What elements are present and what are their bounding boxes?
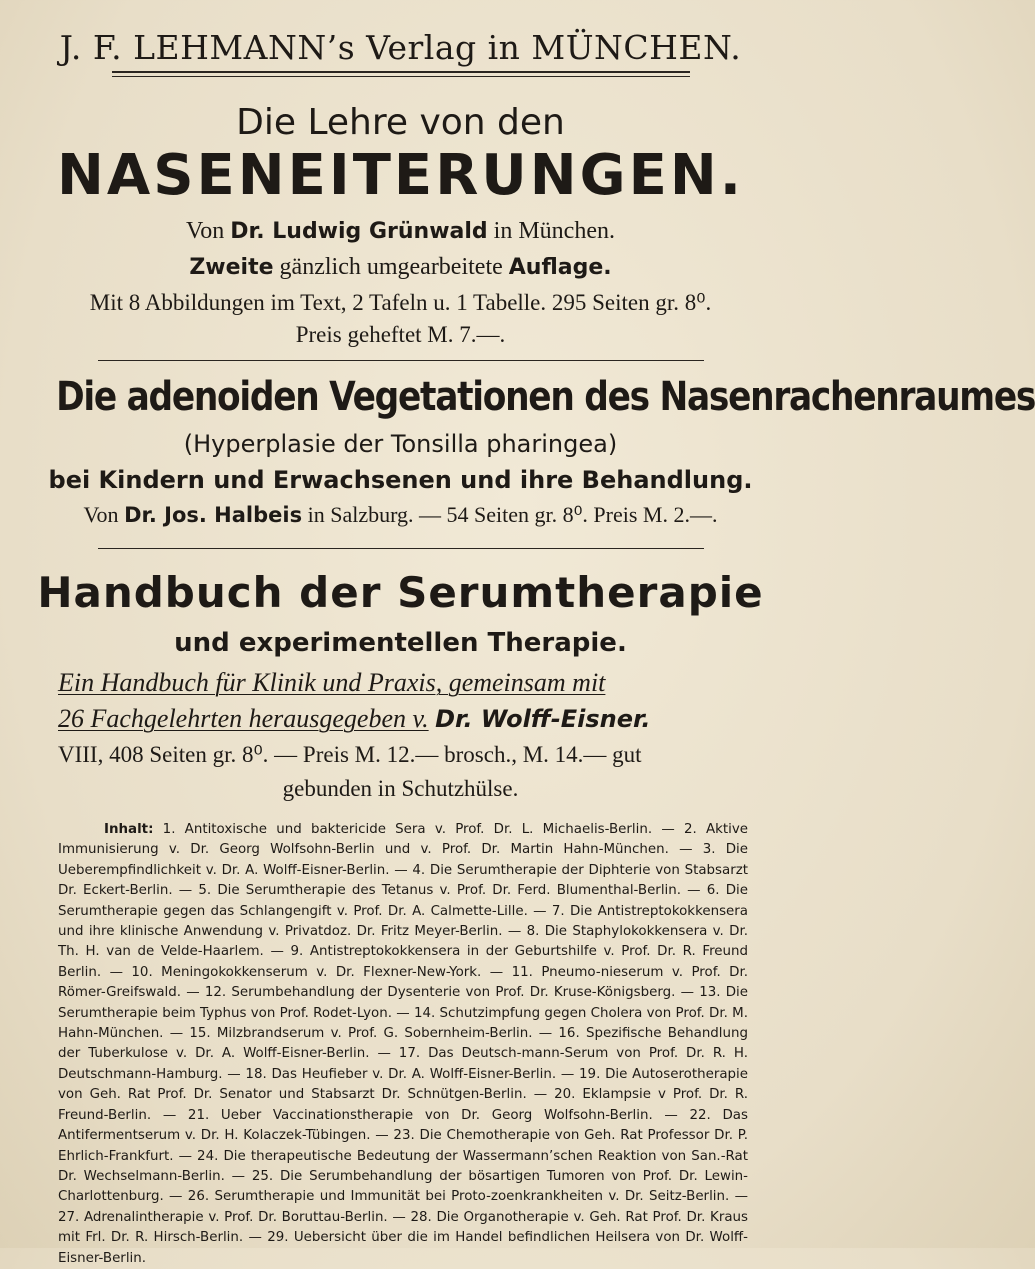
book3-subtitle: und experimentellen Therapie. [174, 628, 627, 658]
book2-subtitle: (Hyperplasie der Tonsilla pharingea) [183, 430, 618, 458]
book3-contents-label: Inhalt: [104, 822, 154, 837]
book3-desc-line2-a: 26 Fachgelehrten herausgegeben v. [58, 704, 429, 733]
book3-desc-line1-text: Ein Handbuch für Klinik und Praxis, gemeinsam mit [58, 668, 606, 697]
book1-author-pre: Von [186, 218, 225, 244]
book3-desc-line2 [58, 704, 758, 734]
book3-contents-text: 1. Antitoxische und baktericide Sera v. Prof. Dr. L. Michaelis-Berlin. — 2. Aktive Immunisierung v. Dr. Georg Wolfsohn-Berlin und v. Prof. Dr. Martin Hahn-München. — 3. Die Ueberempfindlichkeit v. Dr. A. Wolff-Eisner-Berlin. — 4. Die Serumtherapie der Diphterie von Stabsarzt Dr. Eckert-Berlin. — 5. Die Serumtherapie des Tetanus v. Prof. Dr. Ferd. Blumenthal-Berlin. — 6. Die Serumtherapie gegen das Schlangengift v. Prof. Dr. A. Calmette-Lille. — 7. Die Antistreptokokkensera und ihre klinische Anwendung v. Privatdoz. Dr. Fritz Meyer-Berlin. — 8. Die Staphylokokkensera v. Dr. Th. H. van de Velde-Haarlem. — 9. Antistreptokokkensera in der Geburtshilfe v. Prof. Dr. R. Freund Berlin. — 10. Meningokokkenserum v. Dr. Flexner-New-York. — 11. Pneumo-nieserum v. Prof. Dr. Römer-Greifswald. — 12. Serumbehandlung der Dysenterie von Prof. Dr. Kruse-Königsberg. — 13. Die Serumtherapie beim Typhus von Prof. Rodet-Lyon. — 14. Schutzimpfung gegen Cholera von Prof. Dr. M. Hahn-München. — 15. Milzbrandserum v. Prof. G. Sobernheim-Berlin. — 16. Spezifische Behandlung der Tuberkulose v. Dr. A. Wolff-Eisner-Berlin. — 17. Das Deutsch-mann-Serum von Prof. Dr. R. H. Deutschmann-Hamburg. — 18. Das Heufieber v. Dr. A. Wolff-Eisner-Berlin. — 19. Die Autoserotherapie von Geh. Rat Prof. Dr. Senator und Stabsarzt Dr. Schnütgen-Berlin. — 20. Eklampsie v Prof. Dr. R. Freund-Berlin. — 21. Ueber Vaccinationstherapie von Dr. Georg Wolfsohn-Berlin. — 22. Das Antifermentserum v. Dr. H. Kolaczek-Tübingen. — 23. Die Chemotherapie von Geh. Rat Professor Dr. P. Ehrlich-Frankfurt. — 24. Die therapeutische Bedeutung der Wassermann’schen Reaktion von San.-Rat Dr. Wechselmann-Berlin. — 25. Die Serumbehandlung der bösartigen Tumoren von Prof. Dr. Lewin-Charlottenburg. — 26. Serumtherapie und Immunität bei Proto-zoenkrankheiten v. Dr. Seitz-Berlin. — 27. Adrenalintherapie v. Prof. Dr. Boruttau-Berlin. — 28. Die Organotherapie v. Geh. Rat Prof. Dr. Kraus mit Frl. Dr. R. Hirsch-Berlin. — 29. Uebersicht über die im Handel befindlichen Heilsera von Dr. Wolff-Eisner-Berlin. [58, 822, 748, 1266]
book2-title: Die adenoiden Vegetationen des Nasenrachenraumes [56, 374, 1035, 420]
header-rule-thin [112, 76, 690, 77]
book2-subtitle2: bei Kindern und Erwachsenen und ihre Behandlung. [48, 466, 753, 494]
book1-edition-c: Auflage. [508, 255, 612, 280]
divider-1 [98, 360, 704, 361]
book3-title: Handbuch der Serumtherapie [37, 568, 764, 617]
book1-edition-a: Zweite [189, 255, 274, 280]
book3-contents [58, 820, 748, 1269]
book2-author-pre: Von [83, 502, 119, 527]
book2-author [0, 502, 801, 528]
divider-2 [98, 548, 704, 549]
book1-edition-b: gänzlich umgearbeitete [279, 254, 503, 280]
book1-title-prefix: Die Lehre von den [236, 102, 565, 143]
book3-price-line2: gebunden in Schutzhülse. [282, 776, 519, 801]
book3-desc-line2-b: Dr. Wolff-Eisner. [435, 705, 651, 733]
book1-title-main: NASENEITERUNGEN. [56, 143, 745, 208]
book3-desc-line1 [58, 668, 758, 698]
book2-author-post: in Salzburg. — 54 Seiten gr. 8⁰. Preis M. 2.—. [307, 502, 718, 527]
publisher-header: J. F. LEHMANN’s Verlag in MÜNCHEN. [59, 28, 742, 67]
header-rule [112, 71, 690, 73]
book1-details: Mit 8 Abbildungen im Text, 2 Tafeln u. 1 Tabelle. 295 Seiten gr. 8⁰. [89, 290, 712, 315]
book1-author [0, 218, 801, 245]
book2-author-name: Dr. Jos. Halbeis [124, 503, 303, 527]
book3-price-line1: VIII, 408 Seiten gr. 8⁰. — Preis M. 12.— brosch., M. 14.— gut [58, 742, 642, 767]
book1-author-name: Dr. Ludwig Grünwald [230, 219, 488, 244]
book1-edition [0, 254, 801, 281]
book1-author-post: in München. [493, 218, 615, 244]
book1-price: Preis geheftet M. 7.—. [295, 322, 506, 347]
